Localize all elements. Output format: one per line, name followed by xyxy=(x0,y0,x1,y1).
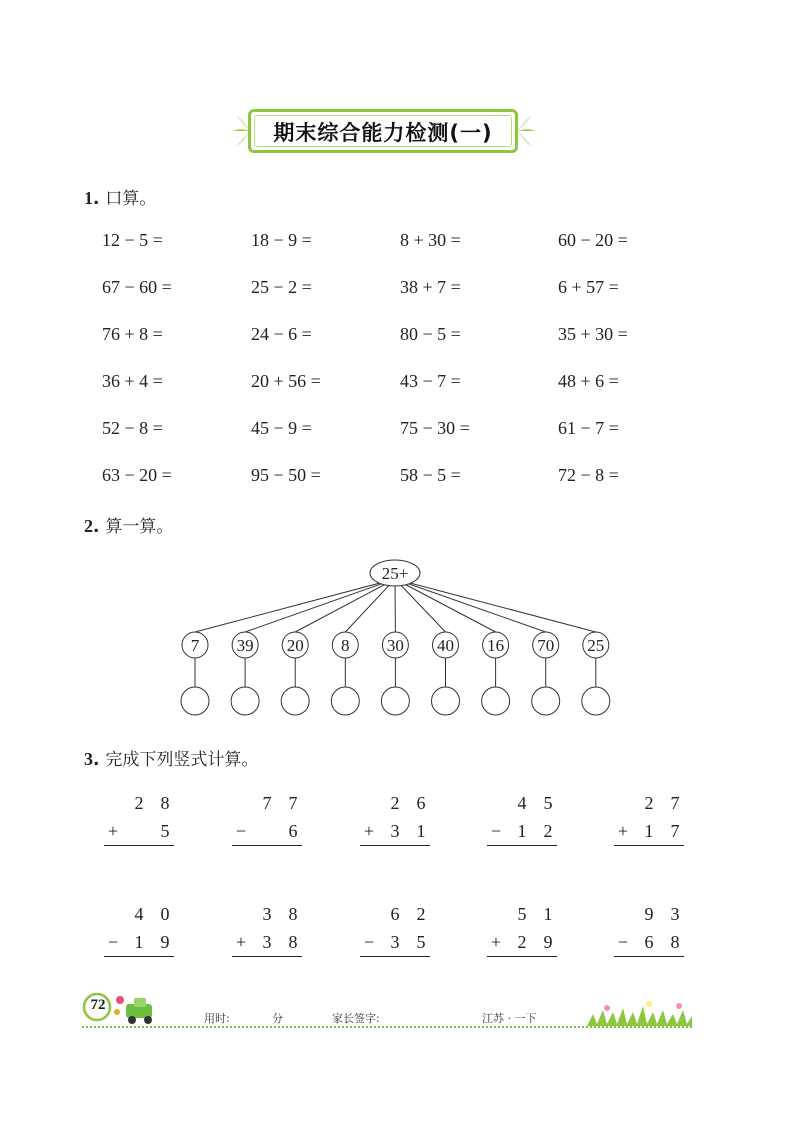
digit: 5 xyxy=(543,793,553,813)
digit: 3 xyxy=(390,932,400,952)
right-leaf-icon xyxy=(516,111,536,151)
digit: 1 xyxy=(134,932,144,952)
vertical-problem xyxy=(104,793,174,853)
tree-leaf-label: 16 xyxy=(487,636,505,655)
page-footer xyxy=(82,990,692,1030)
digit: 3 xyxy=(262,904,272,924)
tree-branch-line xyxy=(395,579,496,632)
tree-branch-line xyxy=(195,579,395,632)
oral-problem: 12 − 5 = xyxy=(102,230,163,250)
vertical-problem xyxy=(360,793,430,853)
oral-problem: 61 − 7 = xyxy=(558,418,619,438)
vertical-problem xyxy=(232,904,302,964)
operator-sign: − xyxy=(490,821,502,841)
operator-sign: − xyxy=(363,932,375,952)
section2-heading: 2. 算一算。 xyxy=(84,516,174,537)
time-label: 用时: xyxy=(204,1012,230,1025)
oral-problem: 43 − 7 = xyxy=(400,371,461,391)
digit: 5 xyxy=(416,932,426,952)
operator-sign: + xyxy=(617,821,629,841)
digit: 1 xyxy=(644,821,654,841)
section2-number: 2 xyxy=(84,516,93,536)
digit: 6 xyxy=(416,793,426,813)
oral-problem: 60 − 20 = xyxy=(558,230,628,250)
calculation-tree xyxy=(0,540,794,730)
page-title: 期末综合能力检测(一) xyxy=(273,121,493,145)
operator-sign: − xyxy=(235,821,247,841)
answer-line xyxy=(104,956,174,957)
tree-leaf-label: 39 xyxy=(236,636,254,655)
digit: 5 xyxy=(517,904,527,924)
digit: 1 xyxy=(517,821,527,841)
answer-line xyxy=(614,956,684,957)
section3-heading: 3. 完成下列竖式计算。 xyxy=(84,749,259,770)
tree-leaf-label: 25 xyxy=(587,636,605,655)
oral-problem: 6 + 57 = xyxy=(558,277,619,297)
digit: 9 xyxy=(160,932,170,952)
digit: 2 xyxy=(134,793,144,813)
answer-line xyxy=(360,845,430,846)
tree-leaf-label: 20 xyxy=(286,636,304,655)
tree-branch-line xyxy=(245,579,395,632)
tree-branch-line xyxy=(295,579,395,632)
tree-answer-circle xyxy=(281,687,309,715)
tree-answer-circle xyxy=(532,687,560,715)
digit: 2 xyxy=(390,793,400,813)
oral-problem: 24 − 6 = xyxy=(251,324,312,344)
tree-answer-circle xyxy=(432,687,460,715)
digit: 1 xyxy=(416,821,426,841)
digit: 8 xyxy=(288,904,298,924)
tree-answer-circle xyxy=(582,687,610,715)
answer-line xyxy=(232,845,302,846)
digit: 8 xyxy=(670,932,680,952)
tree-leaf-label: 8 xyxy=(341,636,350,655)
operator-sign: + xyxy=(235,932,247,952)
section3-label: 完成下列竖式计算。 xyxy=(105,750,259,770)
vertical-problem xyxy=(487,904,557,964)
digit: 6 xyxy=(390,904,400,924)
digit: 3 xyxy=(262,932,272,952)
digit: 4 xyxy=(517,793,527,813)
tree-branch-line xyxy=(345,579,395,632)
answer-line xyxy=(614,845,684,846)
vertical-problem xyxy=(614,793,684,853)
answer-line xyxy=(360,956,430,957)
oral-problem: 8 + 30 = xyxy=(400,230,461,250)
digit: 8 xyxy=(288,932,298,952)
answer-line xyxy=(104,845,174,846)
page-number: 72 xyxy=(90,997,106,1013)
digit: 0 xyxy=(160,904,170,924)
tree-root-label: 25+ xyxy=(381,564,409,583)
answer-line xyxy=(487,845,557,846)
digit: 7 xyxy=(288,793,298,813)
vertical-problem xyxy=(487,793,557,853)
vertical-problem xyxy=(614,904,684,964)
digit: 2 xyxy=(416,904,426,924)
oral-problem: 95 − 50 = xyxy=(251,465,321,485)
oral-problem: 63 − 20 = xyxy=(102,465,172,485)
operator-sign: + xyxy=(107,821,119,841)
digit: 2 xyxy=(543,821,553,841)
tree-answer-circle xyxy=(181,687,209,715)
tree-answer-circle xyxy=(331,687,359,715)
digit: 1 xyxy=(543,904,553,924)
tree-answer-circle xyxy=(231,687,259,715)
oral-problem: 67 − 60 = xyxy=(102,277,172,297)
tree-answer-circle xyxy=(482,687,510,715)
vertical-problem xyxy=(104,904,174,964)
oral-problem: 48 + 6 = xyxy=(558,371,619,391)
digit: 3 xyxy=(390,821,400,841)
digit: 7 xyxy=(262,793,272,813)
tree-answer-circle xyxy=(381,687,409,715)
oral-problem: 52 − 8 = xyxy=(102,418,163,438)
digit: 7 xyxy=(670,793,680,813)
answer-line xyxy=(232,956,302,957)
vertical-problem xyxy=(232,793,302,853)
tree-branch-line xyxy=(395,579,546,632)
digit: 2 xyxy=(644,793,654,813)
oral-problem: 58 − 5 = xyxy=(400,465,461,485)
oral-problem: 76 + 8 = xyxy=(102,324,163,344)
section3-number: 3 xyxy=(84,749,93,769)
oral-problem: 72 − 8 = xyxy=(558,465,619,485)
digit: 8 xyxy=(160,793,170,813)
digit: 3 xyxy=(670,904,680,924)
section1-label: 口算。 xyxy=(105,189,157,209)
oral-problem: 25 − 2 = xyxy=(251,277,312,297)
oral-problem: 80 − 5 = xyxy=(400,324,461,344)
oral-problem: 20 + 56 = xyxy=(251,371,321,391)
minute-label: 分 xyxy=(272,1012,283,1025)
parent-signature-label: 家长签字: xyxy=(332,1012,380,1025)
oral-problem: 35 + 30 = xyxy=(558,324,628,344)
answer-line xyxy=(487,956,557,957)
vertical-problem xyxy=(360,904,430,964)
tree-leaf-label: 30 xyxy=(386,636,404,655)
tree-leaf-label: 40 xyxy=(437,636,454,655)
oral-problem: 36 + 4 = xyxy=(102,371,163,391)
digit: 6 xyxy=(644,932,654,952)
oral-problem: 75 − 30 = xyxy=(400,418,470,438)
edition-label: 江苏 · 一下 xyxy=(482,1012,537,1025)
digit: 4 xyxy=(134,904,144,924)
digit: 9 xyxy=(644,904,654,924)
oral-problem: 18 − 9 = xyxy=(251,230,312,250)
section1-heading: 1. 口算。 xyxy=(84,188,157,209)
section1-number: 1 xyxy=(84,188,93,208)
digit: 2 xyxy=(517,932,527,952)
oral-problem: 45 − 9 = xyxy=(251,418,312,438)
operator-sign: + xyxy=(363,821,375,841)
tree-branch-line xyxy=(395,579,596,632)
footer-divider xyxy=(82,1026,692,1028)
tree-branch-line xyxy=(395,579,446,632)
title-banner xyxy=(232,109,534,153)
grass-flowers-icon xyxy=(587,994,692,1026)
operator-sign: + xyxy=(490,932,502,952)
tree-leaf-label: 7 xyxy=(190,636,200,655)
digit: 6 xyxy=(288,821,298,841)
operator-sign: − xyxy=(617,932,629,952)
digit: 7 xyxy=(670,821,680,841)
operator-sign: − xyxy=(107,932,119,952)
tree-leaf-label: 70 xyxy=(537,636,555,655)
oral-problem: 38 + 7 = xyxy=(400,277,461,297)
digit: 5 xyxy=(160,821,170,841)
section2-label: 算一算。 xyxy=(105,517,174,537)
digit: 9 xyxy=(543,932,553,952)
